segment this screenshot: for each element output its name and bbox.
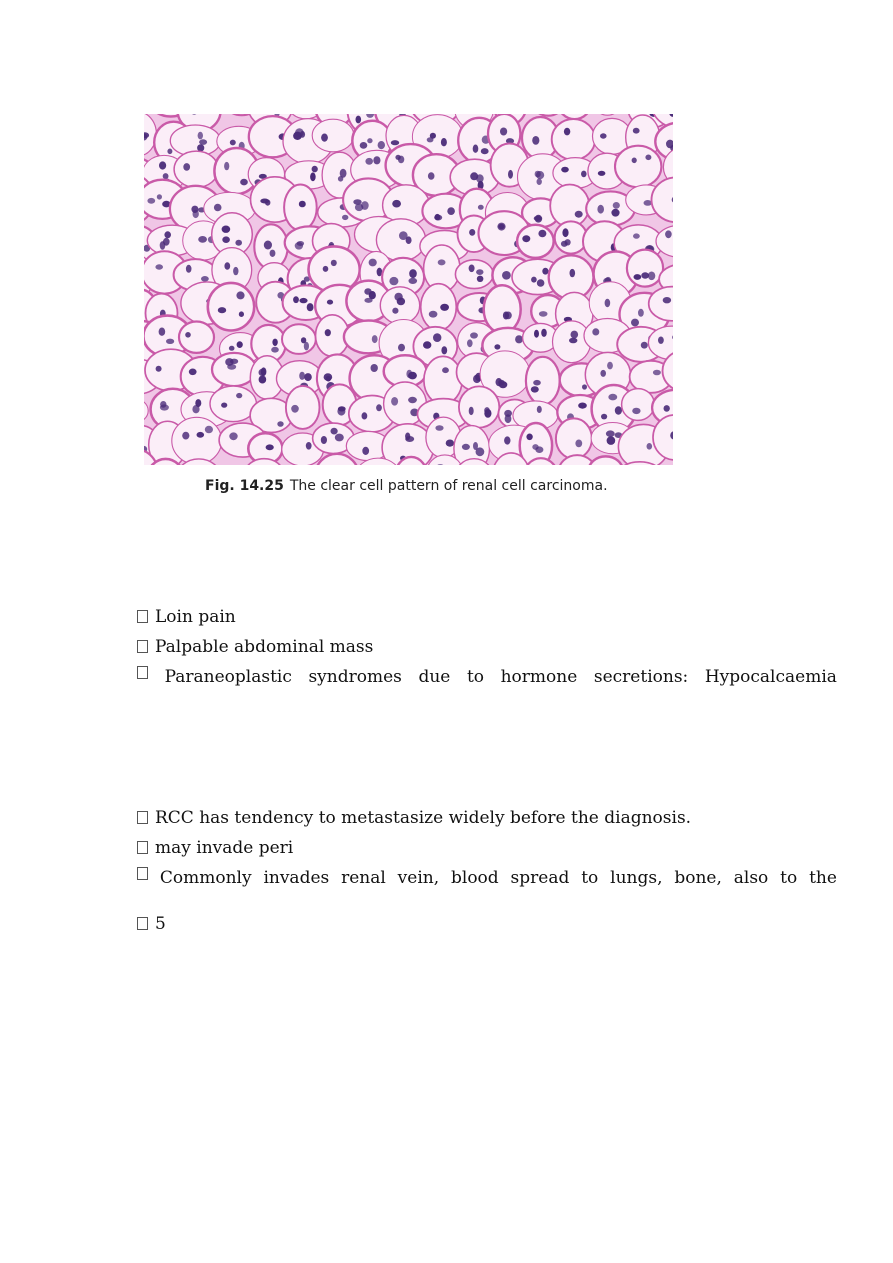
cell-nucleus [222, 236, 230, 243]
cell-nucleus [440, 304, 449, 311]
cell-nucleus [237, 341, 243, 348]
cell-nucleus [605, 299, 611, 307]
cell-nucleus [373, 156, 380, 164]
bullet-box-icon [137, 811, 148, 824]
word: to [581, 868, 599, 888]
cell-nucleus [632, 408, 640, 414]
cell-nucleus [297, 241, 304, 246]
cell-nucleus [500, 128, 507, 136]
cell-nucleus [562, 228, 568, 237]
cell-nucleus [611, 209, 619, 217]
list-item [137, 606, 837, 628]
cell-nucleus [534, 216, 542, 221]
cell-nucleus [389, 277, 398, 285]
cell-nucleus [581, 171, 587, 178]
cell-membrane [212, 353, 256, 386]
cell-membrane [622, 389, 655, 421]
cell-nucleus [515, 335, 523, 343]
cell-nucleus [239, 311, 244, 317]
cell-nucleus [508, 170, 513, 179]
cell-membrane [627, 250, 663, 287]
cell-nucleus [409, 269, 417, 278]
figure-caption-text: The clear cell pattern of renal cell carcinoma. [289, 478, 608, 494]
cell-nucleus [155, 264, 163, 269]
cell-nucleus [266, 444, 274, 450]
cell-nucleus [338, 406, 346, 411]
cell-nucleus [447, 207, 455, 215]
cell-nucleus [653, 370, 661, 376]
cell-nucleus [497, 223, 505, 231]
cell-nucleus [597, 205, 604, 214]
cell-nucleus [526, 434, 532, 441]
cell-nucleus [355, 204, 363, 211]
cell-nucleus [608, 394, 617, 401]
cell-nucleus [163, 173, 169, 179]
cell-nucleus [306, 442, 312, 450]
cell-nucleus [371, 364, 378, 372]
cell-nucleus [484, 409, 491, 418]
cell-nucleus [214, 204, 222, 211]
list-item-text: Loin pain [155, 607, 236, 627]
cell-nucleus [532, 444, 538, 450]
cell-nucleus [435, 425, 443, 431]
cell-membrane [455, 260, 493, 289]
cell-nucleus [236, 291, 244, 299]
cell-nucleus [365, 158, 373, 165]
cell-nucleus [645, 155, 651, 161]
cell-nucleus [423, 341, 431, 348]
cell-membrane [312, 119, 354, 152]
cell-nucleus [259, 376, 267, 384]
cell-nucleus [504, 410, 512, 417]
cell-membrane [174, 151, 218, 187]
cell-nucleus [538, 230, 546, 238]
list-item [137, 636, 837, 658]
list-item [137, 867, 837, 889]
cell-nucleus [271, 347, 279, 353]
cell-nucleus [198, 132, 203, 140]
cell-nucleus [193, 210, 199, 218]
cell-nucleus [321, 134, 328, 142]
cell-nucleus [531, 386, 539, 392]
cell-nucleus [664, 405, 670, 412]
cell-membrane [284, 185, 317, 231]
cell-nucleus [299, 298, 307, 303]
word: to [466, 667, 485, 687]
cell-nucleus [362, 447, 369, 455]
cell-nucleus [240, 179, 248, 186]
cell-membrane [552, 119, 595, 160]
cell-nucleus [159, 161, 166, 169]
cell-nucleus [160, 241, 166, 250]
cell-nucleus [264, 241, 272, 250]
cell-nucleus [633, 128, 640, 134]
cell-nucleus [499, 381, 508, 388]
cell-membrane [556, 418, 592, 458]
cell-nucleus [331, 428, 338, 435]
cell-nucleus [233, 267, 238, 275]
cell-nucleus [205, 426, 213, 433]
cell-nucleus [398, 156, 404, 164]
cell-nucleus [300, 131, 305, 138]
cell-nucleus [522, 235, 530, 242]
word: vein, [397, 868, 440, 888]
cell-membrane [286, 386, 320, 429]
cell-nucleus [504, 436, 510, 444]
cell-nucleus [542, 268, 548, 275]
cell-nucleus [638, 309, 644, 317]
cell-nucleus [391, 140, 399, 145]
cell-nucleus [224, 262, 230, 269]
cell-nucleus [235, 240, 242, 246]
cell-nucleus [531, 277, 537, 283]
cell-nucleus [441, 138, 447, 146]
cell-nucleus [441, 346, 447, 354]
word: Paraneoplastic [164, 667, 292, 687]
cell-nucleus [324, 373, 333, 381]
word: also [733, 868, 769, 888]
cell-nucleus [429, 311, 438, 318]
word: syndromes [308, 667, 402, 687]
bullet-box-icon [137, 640, 148, 653]
cell-nucleus [469, 407, 474, 415]
cell-nucleus [186, 265, 192, 273]
cell-nucleus [438, 259, 446, 265]
cell-nucleus [575, 211, 583, 218]
cell-nucleus [539, 311, 548, 317]
cell-nucleus [633, 233, 640, 238]
cell-membrane [459, 386, 499, 427]
cell-nucleus [301, 337, 306, 343]
cell-nucleus [272, 339, 277, 346]
cell-nucleus [536, 171, 544, 179]
figure-caption [205, 478, 685, 494]
cell-nucleus [648, 272, 655, 281]
cell-nucleus [224, 162, 229, 170]
bullet-box-icon [137, 666, 148, 679]
cell-nucleus [632, 158, 637, 164]
cell-membrane [424, 356, 462, 404]
cell-nucleus [331, 260, 337, 266]
bullet-box-icon [137, 867, 148, 880]
cell-nucleus [446, 440, 454, 447]
cell-nucleus [364, 298, 372, 303]
cell-nucleus [392, 308, 398, 314]
cell-nucleus [307, 303, 314, 311]
cell-nucleus [601, 414, 607, 420]
cell-nucleus [433, 333, 441, 342]
cell-nucleus [229, 346, 235, 351]
cell-nucleus [364, 288, 371, 295]
cell-nucleus [166, 339, 174, 344]
cell-nucleus [391, 397, 398, 406]
cell-nucleus [293, 296, 299, 303]
cell-nucleus [469, 265, 475, 273]
cell-nucleus [409, 278, 418, 284]
cell-nucleus [261, 367, 267, 376]
bullet-box-icon [137, 841, 148, 854]
cell-nucleus [481, 148, 489, 154]
cell-nucleus [428, 172, 435, 179]
cell-nucleus [570, 269, 576, 277]
cell-nucleus [537, 279, 545, 287]
cell-nucleus [230, 359, 238, 364]
cell-nucleus [310, 172, 316, 181]
word: lungs, [610, 868, 663, 888]
cell-nucleus [473, 145, 479, 153]
cell-nucleus [408, 372, 417, 380]
cell-nucleus [227, 364, 236, 370]
cell-nucleus [607, 362, 613, 370]
cell-nucleus [399, 231, 408, 240]
cell-nucleus [183, 163, 190, 171]
cell-nucleus [663, 297, 671, 303]
cell-nucleus [230, 140, 236, 146]
cell-nucleus [462, 444, 470, 450]
cell-nucleus [569, 338, 577, 344]
word: blood [451, 868, 499, 888]
cell-nucleus [571, 331, 579, 339]
cell-nucleus [325, 329, 331, 336]
bullet-box-icon [137, 917, 148, 930]
histology-drawing [144, 114, 673, 465]
cell-nucleus [304, 373, 312, 381]
cell-nucleus [658, 337, 664, 344]
cell-membrane [615, 146, 661, 188]
cell-nucleus [236, 393, 242, 398]
cell-nucleus [157, 194, 162, 199]
cell-nucleus [503, 312, 509, 320]
cell-nucleus [376, 404, 382, 411]
cell-nucleus [362, 412, 368, 419]
cell-membrane [380, 287, 419, 324]
list-item-text: may invade peri [155, 838, 294, 858]
cell-nucleus [299, 201, 306, 208]
cell-nucleus [537, 406, 542, 413]
cell-nucleus [182, 432, 189, 440]
list-item-text: 5 [155, 914, 166, 934]
cell-nucleus [470, 332, 478, 338]
cell-nucleus [398, 344, 405, 352]
cell-nucleus [291, 405, 299, 413]
cell-nucleus [476, 269, 483, 275]
cell-nucleus [582, 384, 587, 389]
cell-nucleus [537, 178, 542, 185]
cell-nucleus [394, 293, 402, 301]
cell-membrane [208, 283, 254, 331]
cell-nucleus [197, 432, 205, 438]
list-item [137, 666, 837, 688]
list-item [137, 837, 837, 859]
cell-nucleus [356, 116, 362, 124]
cell-nucleus [192, 405, 199, 413]
cell-membrane [555, 221, 587, 253]
word: spread [510, 868, 570, 888]
cell-nucleus [600, 133, 607, 138]
list-item [137, 913, 837, 935]
cell-nucleus [323, 266, 329, 272]
list-item-text: Palpable abdominal mass [155, 637, 374, 657]
cell-nucleus [641, 342, 648, 349]
cell-nucleus [631, 319, 639, 327]
cell-nucleus [565, 239, 571, 245]
cell-membrane [179, 322, 214, 353]
cell-nucleus [533, 380, 541, 386]
list-item [137, 807, 837, 829]
cell-membrane [526, 357, 560, 405]
cell-nucleus [312, 166, 318, 173]
cell-nucleus [185, 332, 191, 338]
cell-nucleus [372, 335, 378, 343]
cell-nucleus [164, 231, 171, 238]
bullet-box-icon [137, 610, 148, 623]
word: Commonly [159, 868, 252, 888]
cell-nucleus [578, 403, 587, 409]
cell-nucleus [222, 226, 231, 233]
cell-nucleus [167, 149, 172, 155]
cell-membrane [282, 324, 316, 354]
cell-nucleus [541, 329, 547, 337]
cell-nucleus [665, 230, 672, 238]
list-item-text: RCC has tendency to metastasize widely before the diagnosis. [155, 808, 692, 828]
cell-nucleus [494, 344, 500, 349]
cell-nucleus [160, 401, 166, 408]
cell-nucleus [156, 366, 162, 372]
cell-nucleus [613, 202, 620, 209]
cell-nucleus [270, 250, 276, 257]
word: invades [263, 868, 330, 888]
word: renal [341, 868, 386, 888]
cell-nucleus [159, 328, 166, 336]
cell-nucleus [218, 307, 226, 313]
cell-nucleus [600, 370, 606, 377]
cell-nucleus [277, 421, 283, 427]
cell-nucleus [467, 339, 473, 347]
word: the [809, 868, 837, 888]
cell-nucleus [615, 406, 622, 414]
word: hormone [500, 667, 578, 687]
cell-nucleus [575, 440, 582, 448]
cell-nucleus [327, 300, 333, 305]
cell-nucleus [392, 200, 401, 208]
cell-nucleus [201, 276, 209, 282]
cell-membrane [172, 417, 222, 464]
word: secretions: [593, 667, 689, 687]
cell-nucleus [405, 433, 410, 441]
cell-nucleus [502, 271, 511, 280]
cell-nucleus [477, 276, 484, 282]
cell-nucleus [198, 236, 207, 243]
cell-nucleus [435, 214, 441, 220]
word: bone, [674, 868, 722, 888]
cell-nucleus [147, 198, 155, 204]
histology-image [144, 114, 673, 465]
cell-nucleus [532, 136, 539, 145]
cell-nucleus [321, 436, 327, 444]
cell-membrane [517, 225, 554, 258]
cell-nucleus [430, 133, 436, 139]
cell-nucleus [260, 199, 269, 204]
figure-number: Fig. 14.25 [205, 478, 284, 494]
cell-nucleus [221, 403, 227, 408]
word: Hypocalcaemia [704, 667, 837, 687]
cell-nucleus [606, 430, 615, 437]
cell-nucleus [442, 367, 449, 373]
cell-nucleus [534, 330, 539, 338]
cell-membrane [421, 284, 457, 331]
cell-nucleus [189, 369, 197, 376]
word: to [780, 868, 798, 888]
cell-nucleus [592, 328, 599, 335]
cell-nucleus [338, 176, 343, 182]
cell-nucleus [342, 215, 348, 220]
word: due [418, 667, 451, 687]
cell-nucleus [647, 443, 653, 450]
cell-nucleus [607, 436, 616, 445]
cell-nucleus [564, 128, 570, 136]
cell-nucleus [229, 432, 237, 440]
cell-nucleus [369, 259, 377, 267]
cell-nucleus [469, 229, 475, 236]
cell-nucleus [408, 397, 417, 403]
cell-nucleus [199, 139, 207, 145]
cell-nucleus [299, 372, 305, 380]
cell-nucleus [470, 172, 478, 180]
cell-nucleus [598, 171, 606, 176]
cell-nucleus [634, 274, 642, 280]
cell-membrane [484, 285, 521, 333]
cell-nucleus [378, 141, 385, 149]
cell-nucleus [335, 434, 344, 442]
cell-nucleus [478, 205, 484, 210]
cell-nucleus [473, 442, 478, 450]
cell-nucleus [561, 167, 569, 173]
cell-nucleus [360, 142, 368, 149]
cell-nucleus [367, 138, 372, 143]
